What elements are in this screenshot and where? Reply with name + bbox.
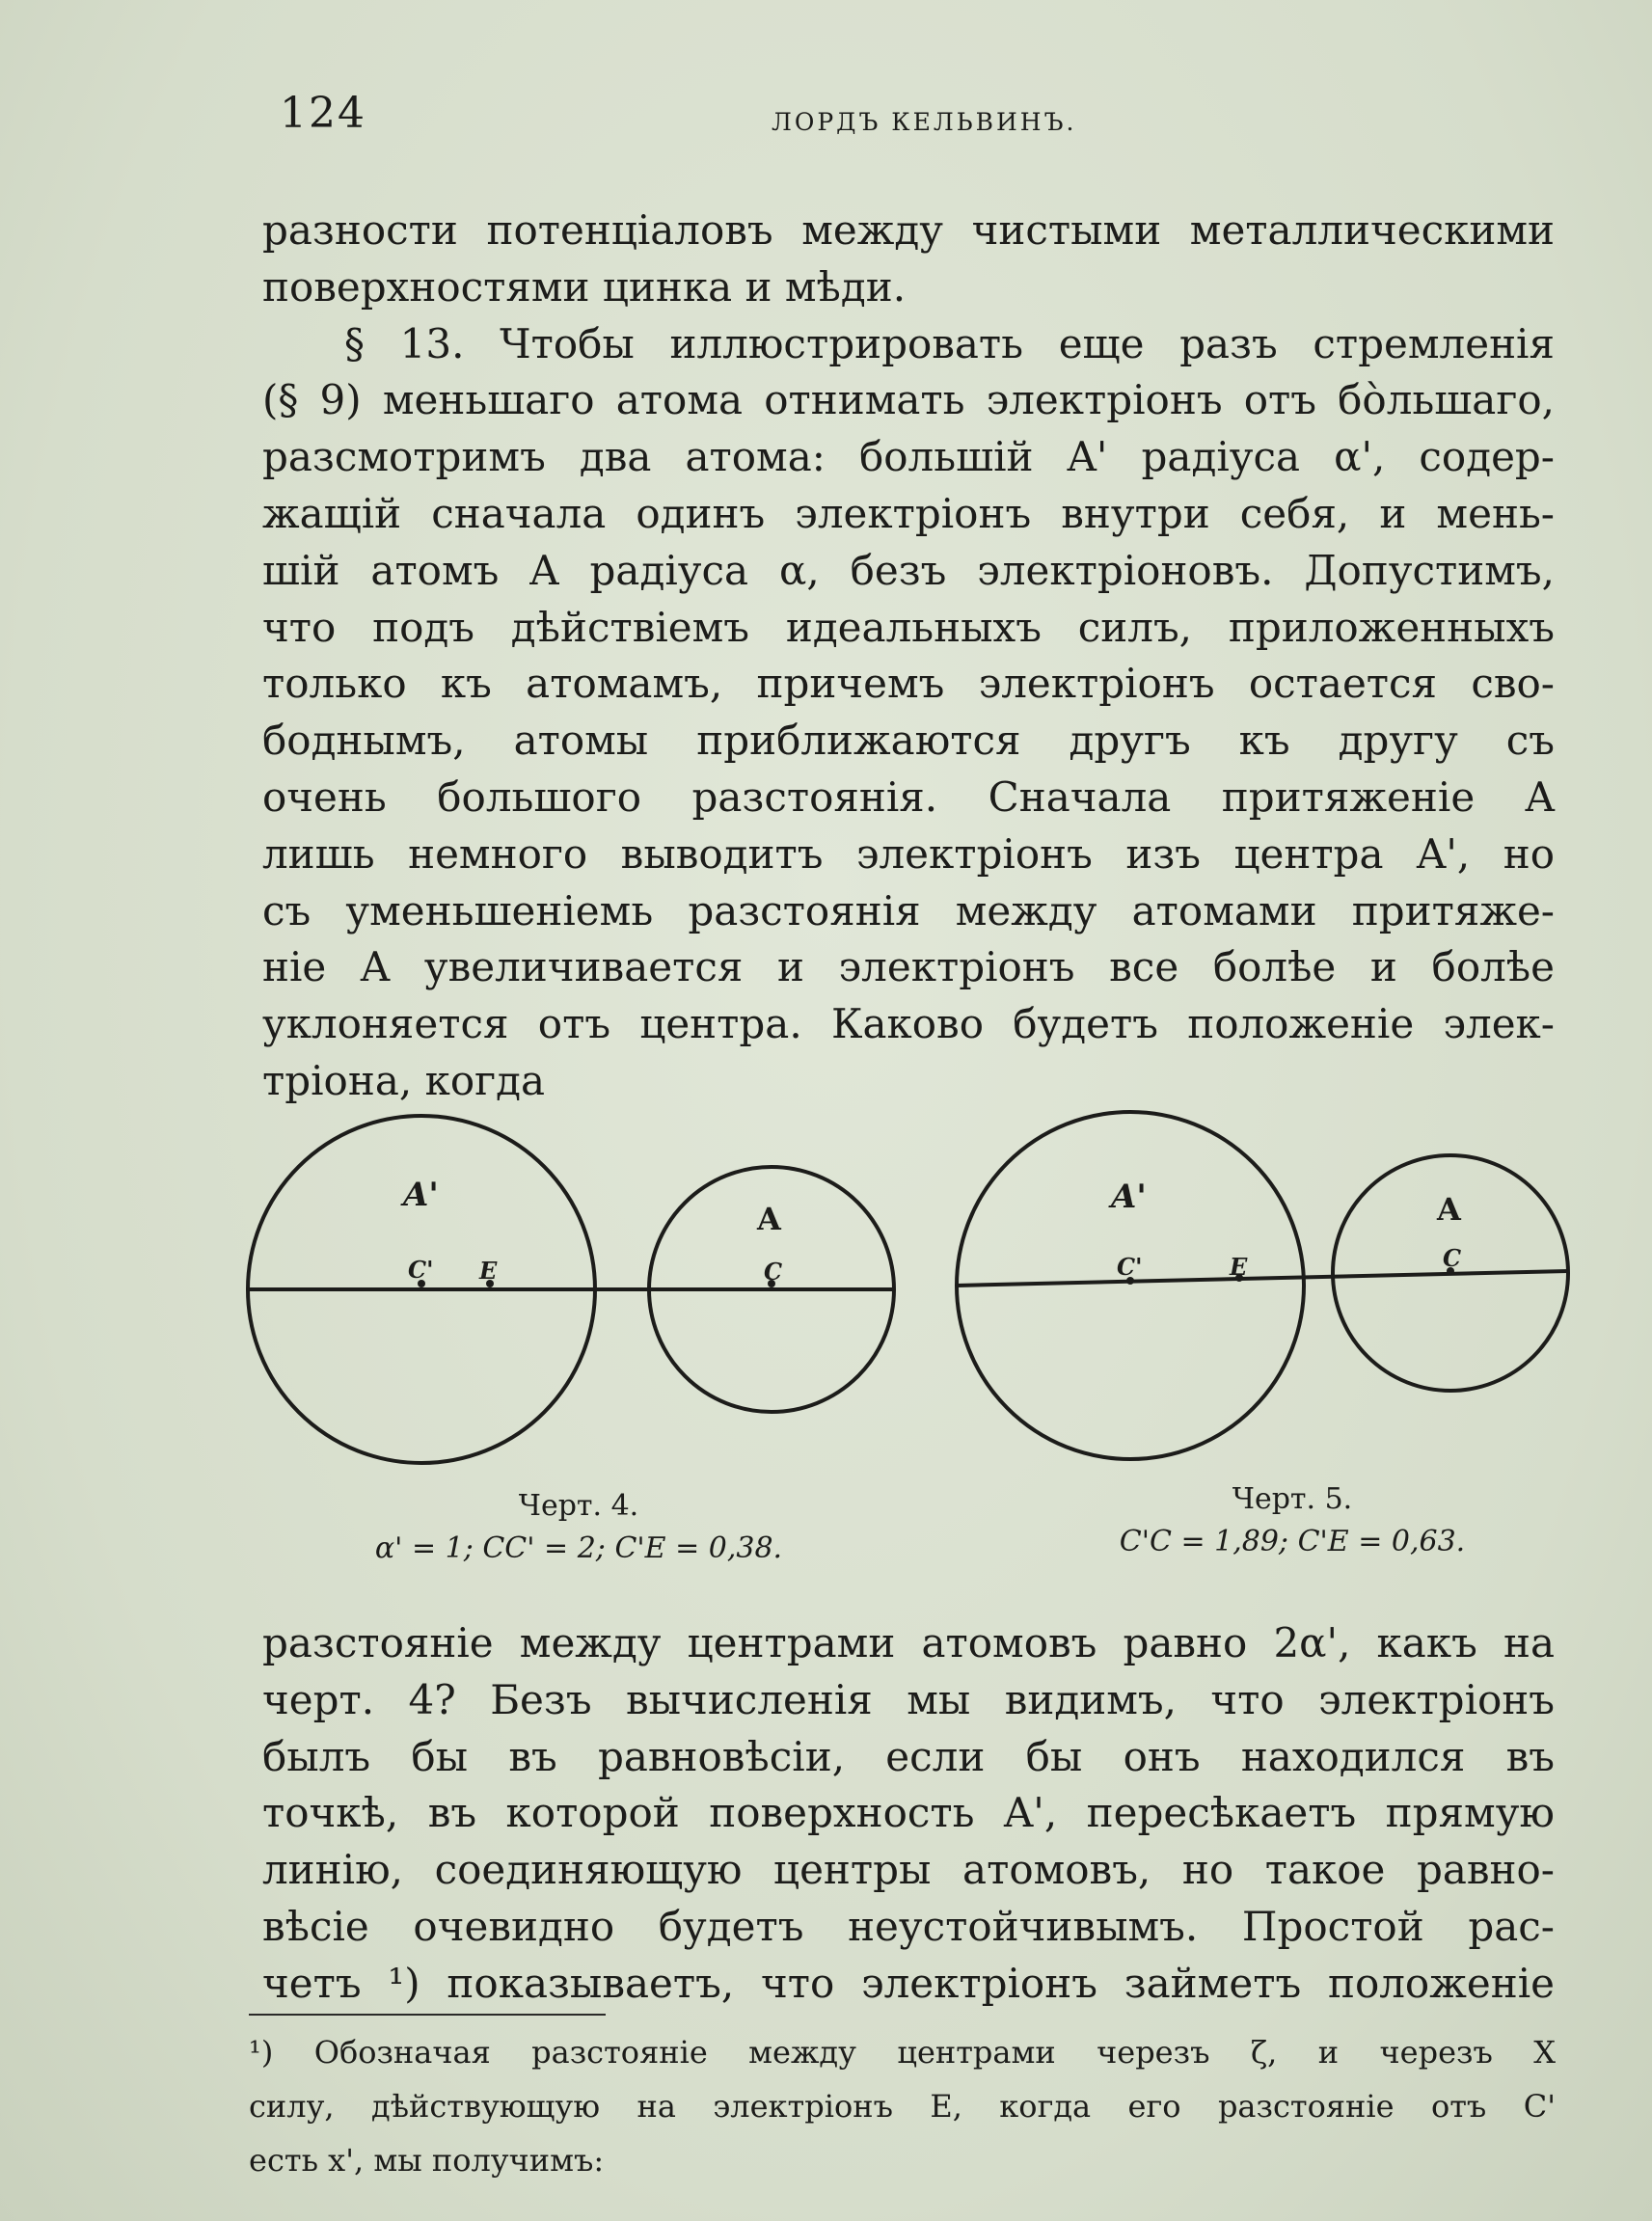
footnote-line: силу, дѣйствующую на электріонъ E, когда его разстояніе отъ C' <box>249 2088 1556 2125</box>
text-line: лишь немного выводитъ электріонъ изъ центра A', но <box>262 829 1555 878</box>
text-line: только къ атомамъ, причемъ электріонъ остается сво- <box>262 660 1555 708</box>
text-line: линію, соединяющую центры атомовъ, но такое равно- <box>262 1846 1555 1894</box>
figure-5-labels <box>1108 1178 1462 1281</box>
text-line: разности потенціаловъ между чистыми металлическими <box>262 206 1555 254</box>
text-line: разсмотримъ два атома: большій A' радіуса α', содер- <box>262 433 1555 481</box>
label-center-small: C <box>764 1258 783 1286</box>
text-line: тріона, когда <box>262 1056 546 1104</box>
footnote-line: ¹) Обозначая разстояніе между центрами черезъ ζ, и черезъ X <box>249 2034 1556 2071</box>
text-line: шій атомъ A радіуса α, безъ электріоновъ. Допустимъ, <box>262 546 1555 594</box>
page-number: 124 <box>280 89 366 138</box>
text-line: жащій сначала одинъ электріонъ внутри себя, и мень- <box>262 489 1555 537</box>
text-line: четъ ¹) показываетъ, что электріонъ займетъ положеніе <box>262 1959 1555 2007</box>
label-center-big: C' <box>408 1256 434 1284</box>
label-big-atom: A' <box>1111 1178 1147 1216</box>
text-line: (§ 9) меньшаго атома отнимать электріонъ отъ бо̀льшаго, <box>262 376 1555 424</box>
label-small-atom: A <box>757 1201 781 1237</box>
figure-5-caption <box>1003 1478 1582 1563</box>
text-line: боднымъ, атомы приближаются другъ къ другу съ <box>262 717 1555 765</box>
text-line: что подъ дѣйствіемъ идеальныхъ силъ, приложенныхъ <box>262 603 1555 651</box>
footnote <box>249 2025 1556 2187</box>
center-line <box>957 1271 1568 1286</box>
text-line: § 13. Чтобы иллюстрировать еще разъ стремленія <box>344 319 1555 367</box>
footnote-rule <box>249 2014 606 2016</box>
footnote-line: есть x', мы получимъ: <box>249 2142 605 2179</box>
caption-title: Черт. 4. <box>518 1489 639 1523</box>
paragraph-2 <box>262 1615 1555 2013</box>
text-line: разстояніе между центрами атомовъ равно 2α', какъ на <box>262 1619 1555 1666</box>
running-title: ЛОРДЪ КЕЛЬВИНЪ. <box>772 108 1077 136</box>
text-line: точкѣ, въ которой поверхность A', пересѣкаетъ прямую <box>262 1789 1555 1837</box>
figure-4-caption <box>289 1485 868 1570</box>
text-line: поверхностями цинка и мѣди. <box>262 262 907 311</box>
caption-formula: C'C = 1,89; C'E = 0,63. <box>1119 1525 1466 1558</box>
caption-title: Черт. 5. <box>1232 1482 1353 1516</box>
caption-formula: α' = 1; CC' = 2; C'E = 0,38. <box>374 1531 783 1565</box>
text-line: черт. 4? Безъ вычисленія мы видимъ, что электріонъ <box>262 1675 1555 1723</box>
label-electron: E <box>1230 1253 1248 1281</box>
label-center-small: C <box>1443 1244 1462 1272</box>
text-line: былъ бы въ равновѣсіи, если бы онъ находился въ <box>262 1732 1555 1780</box>
text-line: вѣсіе очевидно будетъ неустойчивымъ. Простой рас- <box>262 1902 1555 1950</box>
figure-5 <box>957 1112 1568 1459</box>
label-electron: E <box>479 1257 498 1285</box>
text-line: съ уменьшеніемь разстоянія между атомами притяже- <box>262 886 1555 934</box>
text-line: ніе A увеличивается и электріонъ все болѣе и болѣе <box>262 943 1555 991</box>
text-line: уклоняется отъ центра. Каково будетъ положеніе элек- <box>262 1000 1555 1048</box>
text-line: очень большого разстоянія. Сначала притяженіе A <box>262 772 1555 821</box>
label-big-atom: A' <box>403 1176 439 1214</box>
figure-4-labels <box>400 1176 782 1286</box>
label-center-big: C' <box>1117 1253 1143 1281</box>
label-small-atom: A <box>1437 1191 1461 1228</box>
figure-4 <box>248 1116 894 1463</box>
